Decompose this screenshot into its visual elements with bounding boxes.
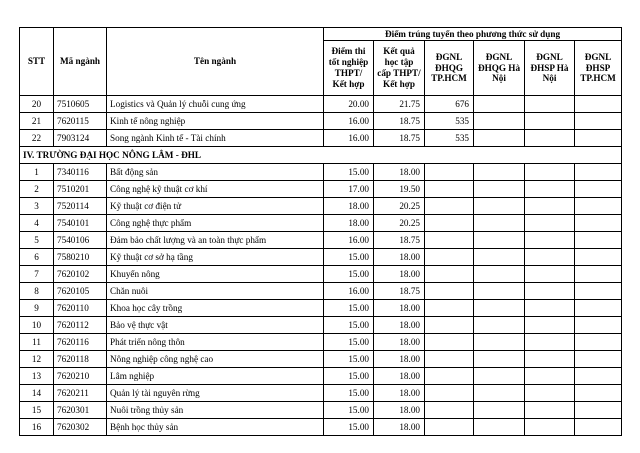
stt-cell: 4 xyxy=(20,215,54,232)
dgnl-dhqg-hcm-cell xyxy=(425,300,474,317)
dgnl-dhqg-hcm-cell xyxy=(425,385,474,402)
ten-nganh-cell: Logistics và Quản lý chuỗi cung ứng xyxy=(107,96,324,113)
dgnl-dhqg-hcm-cell xyxy=(425,317,474,334)
stt-cell: 2 xyxy=(20,181,54,198)
hoc-ba-score-cell: 18.00 xyxy=(374,351,425,368)
thpt-score-cell: 15.00 xyxy=(324,317,374,334)
hoc-ba-score-cell: 19.50 xyxy=(374,181,425,198)
thpt-score-cell: 15.00 xyxy=(324,419,374,436)
stt-cell: 21 xyxy=(20,113,54,130)
thpt-score-cell: 15.00 xyxy=(324,368,374,385)
dgnl-dhqg-hcm-cell xyxy=(425,215,474,232)
thpt-score-cell: 15.00 xyxy=(324,164,374,181)
table-body xyxy=(20,96,622,436)
dgnl-dhqg-hcm-cell: 676 xyxy=(425,96,474,113)
dgnl-dhsp-hcm-cell xyxy=(575,334,622,351)
header-score-group: Điểm trúng tuyển theo phương thức sử dụng xyxy=(324,28,622,41)
hoc-ba-score-cell: 18.00 xyxy=(374,266,425,283)
ma-nganh-cell: 7903124 xyxy=(54,130,107,147)
ten-nganh-cell: Kinh tế nông nghiệp xyxy=(107,113,324,130)
dgnl-dhsp-hcm-cell xyxy=(575,300,622,317)
section-title: IV. TRƯỜNG ĐẠI HỌC NÔNG LÂM - ĐHL xyxy=(20,147,622,164)
ten-nganh-cell: Công nghệ kỹ thuật cơ khí xyxy=(107,181,324,198)
ma-nganh-cell: 7340116 xyxy=(54,164,107,181)
table-row xyxy=(20,96,622,113)
ma-nganh-cell: 7620115 xyxy=(54,113,107,130)
table-row xyxy=(20,266,622,283)
table-row xyxy=(20,402,622,419)
stt-cell: 14 xyxy=(20,385,54,402)
table-row xyxy=(20,130,622,147)
dgnl-dhsp-hn-cell xyxy=(525,266,575,283)
thpt-score-cell: 15.00 xyxy=(324,351,374,368)
ma-nganh-cell: 7620116 xyxy=(54,334,107,351)
dgnl-dhsp-hn-cell xyxy=(525,249,575,266)
hoc-ba-score-cell: 21.75 xyxy=(374,96,425,113)
dgnl-dhsp-hcm-cell xyxy=(575,266,622,283)
dgnl-dhqg-hn-cell xyxy=(474,164,525,181)
thpt-score-cell: 16.00 xyxy=(324,232,374,249)
ten-nganh-cell: Lâm nghiệp xyxy=(107,368,324,385)
header-method-dgnl-dhsp-hcm: ĐGNL ĐHSP TP.HCM xyxy=(575,41,622,96)
dgnl-dhsp-hn-cell xyxy=(525,130,575,147)
hoc-ba-score-cell: 18.75 xyxy=(374,113,425,130)
ten-nganh-cell: Bảo vệ thực vật xyxy=(107,317,324,334)
ten-nganh-cell: Bất động sản xyxy=(107,164,324,181)
dgnl-dhqg-hcm-cell: 535 xyxy=(425,130,474,147)
table-row xyxy=(20,113,622,130)
header-row-top xyxy=(20,28,622,41)
hoc-ba-score-cell: 18.75 xyxy=(374,130,425,147)
hoc-ba-score-cell: 18.75 xyxy=(374,232,425,249)
header-stt: STT xyxy=(20,28,54,96)
dgnl-dhsp-hn-cell xyxy=(525,283,575,300)
dgnl-dhqg-hn-cell xyxy=(474,334,525,351)
ma-nganh-cell: 7620211 xyxy=(54,385,107,402)
dgnl-dhqg-hcm-cell xyxy=(425,283,474,300)
dgnl-dhsp-hn-cell xyxy=(525,181,575,198)
thpt-score-cell: 16.00 xyxy=(324,130,374,147)
table-row xyxy=(20,181,622,198)
stt-cell: 10 xyxy=(20,317,54,334)
stt-cell: 15 xyxy=(20,402,54,419)
ma-nganh-cell: 7620105 xyxy=(54,283,107,300)
ten-nganh-cell: Nông nghiệp công nghệ cao xyxy=(107,351,324,368)
stt-cell: 16 xyxy=(20,419,54,436)
dgnl-dhqg-hn-cell xyxy=(474,130,525,147)
stt-cell: 12 xyxy=(20,351,54,368)
table-row xyxy=(20,334,622,351)
stt-cell: 20 xyxy=(20,96,54,113)
dgnl-dhqg-hn-cell xyxy=(474,96,525,113)
dgnl-dhqg-hn-cell xyxy=(474,300,525,317)
table-row xyxy=(20,419,622,436)
dgnl-dhsp-hcm-cell xyxy=(575,198,622,215)
dgnl-dhsp-hcm-cell xyxy=(575,283,622,300)
dgnl-dhsp-hcm-cell xyxy=(575,385,622,402)
dgnl-dhsp-hn-cell xyxy=(525,419,575,436)
section-row xyxy=(20,147,622,164)
dgnl-dhqg-hn-cell xyxy=(474,249,525,266)
thpt-score-cell: 17.00 xyxy=(324,181,374,198)
ten-nganh-cell: Bệnh học thủy sản xyxy=(107,419,324,436)
table-row xyxy=(20,317,622,334)
dgnl-dhsp-hcm-cell xyxy=(575,402,622,419)
thpt-score-cell: 15.00 xyxy=(324,385,374,402)
table-row xyxy=(20,232,622,249)
table-row xyxy=(20,198,622,215)
dgnl-dhqg-hcm-cell xyxy=(425,419,474,436)
dgnl-dhqg-hn-cell xyxy=(474,419,525,436)
thpt-score-cell: 16.00 xyxy=(324,283,374,300)
hoc-ba-score-cell: 18.00 xyxy=(374,368,425,385)
ten-nganh-cell: Phát triển nông thôn xyxy=(107,334,324,351)
dgnl-dhsp-hcm-cell xyxy=(575,113,622,130)
hoc-ba-score-cell: 18.00 xyxy=(374,249,425,266)
table-row xyxy=(20,368,622,385)
ten-nganh-cell: Quản lý tài nguyên rừng xyxy=(107,385,324,402)
table-row xyxy=(20,249,622,266)
dgnl-dhsp-hn-cell xyxy=(525,385,575,402)
dgnl-dhqg-hn-cell xyxy=(474,232,525,249)
dgnl-dhqg-hcm-cell xyxy=(425,249,474,266)
dgnl-dhqg-hcm-cell: 535 xyxy=(425,113,474,130)
header-ten-nganh: Tên ngành xyxy=(107,28,324,96)
hoc-ba-score-cell: 20.25 xyxy=(374,198,425,215)
dgnl-dhqg-hn-cell xyxy=(474,402,525,419)
hoc-ba-score-cell: 20.25 xyxy=(374,215,425,232)
ma-nganh-cell: 7620302 xyxy=(54,419,107,436)
dgnl-dhsp-hn-cell xyxy=(525,113,575,130)
thpt-score-cell: 20.00 xyxy=(324,96,374,113)
stt-cell: 9 xyxy=(20,300,54,317)
dgnl-dhsp-hcm-cell xyxy=(575,181,622,198)
ten-nganh-cell: Khoa học cây trồng xyxy=(107,300,324,317)
dgnl-dhsp-hcm-cell xyxy=(575,351,622,368)
dgnl-dhsp-hn-cell xyxy=(525,198,575,215)
stt-cell: 3 xyxy=(20,198,54,215)
dgnl-dhqg-hcm-cell xyxy=(425,402,474,419)
ten-nganh-cell: Đảm bảo chất lượng và an toàn thực phẩm xyxy=(107,232,324,249)
thpt-score-cell: 15.00 xyxy=(324,334,374,351)
dgnl-dhqg-hn-cell xyxy=(474,266,525,283)
dgnl-dhqg-hcm-cell xyxy=(425,334,474,351)
thpt-score-cell: 16.00 xyxy=(324,113,374,130)
ma-nganh-cell: 7620102 xyxy=(54,266,107,283)
ma-nganh-cell: 7540106 xyxy=(54,232,107,249)
dgnl-dhqg-hn-cell xyxy=(474,181,525,198)
dgnl-dhqg-hn-cell xyxy=(474,385,525,402)
ten-nganh-cell: Kỹ thuật cơ sở hạ tầng xyxy=(107,249,324,266)
dgnl-dhqg-hcm-cell xyxy=(425,266,474,283)
dgnl-dhsp-hcm-cell xyxy=(575,317,622,334)
table-row xyxy=(20,164,622,181)
table-row xyxy=(20,300,622,317)
header-method-dgnl-dhqg-hn: ĐGNL ĐHQG Hà Nội xyxy=(474,41,525,96)
table-row xyxy=(20,351,622,368)
hoc-ba-score-cell: 18.00 xyxy=(374,317,425,334)
table-row xyxy=(20,215,622,232)
dgnl-dhsp-hn-cell xyxy=(525,300,575,317)
hoc-ba-score-cell: 18.00 xyxy=(374,300,425,317)
thpt-score-cell: 18.00 xyxy=(324,215,374,232)
dgnl-dhsp-hn-cell xyxy=(525,96,575,113)
dgnl-dhsp-hn-cell xyxy=(525,334,575,351)
dgnl-dhsp-hcm-cell xyxy=(575,215,622,232)
ma-nganh-cell: 7620110 xyxy=(54,300,107,317)
dgnl-dhqg-hcm-cell xyxy=(425,232,474,249)
ma-nganh-cell: 7510605 xyxy=(54,96,107,113)
ma-nganh-cell: 7620301 xyxy=(54,402,107,419)
dgnl-dhsp-hn-cell xyxy=(525,164,575,181)
ma-nganh-cell: 7620118 xyxy=(54,351,107,368)
ma-nganh-cell: 7520114 xyxy=(54,198,107,215)
dgnl-dhqg-hcm-cell xyxy=(425,351,474,368)
ten-nganh-cell: Song ngành Kinh tế - Tài chính xyxy=(107,130,324,147)
ten-nganh-cell: Khuyến nông xyxy=(107,266,324,283)
dgnl-dhsp-hn-cell xyxy=(525,402,575,419)
hoc-ba-score-cell: 18.00 xyxy=(374,334,425,351)
hoc-ba-score-cell: 18.00 xyxy=(374,164,425,181)
header-method-dgnl-dhqg-hcm: ĐGNL ĐHQG TP.HCM xyxy=(425,41,474,96)
dgnl-dhqg-hn-cell xyxy=(474,198,525,215)
dgnl-dhqg-hn-cell xyxy=(474,317,525,334)
dgnl-dhqg-hcm-cell xyxy=(425,181,474,198)
hoc-ba-score-cell: 18.00 xyxy=(374,385,425,402)
dgnl-dhqg-hn-cell xyxy=(474,351,525,368)
dgnl-dhqg-hn-cell xyxy=(474,215,525,232)
thpt-score-cell: 18.00 xyxy=(324,198,374,215)
dgnl-dhqg-hn-cell xyxy=(474,368,525,385)
ma-nganh-cell: 7510201 xyxy=(54,181,107,198)
stt-cell: 6 xyxy=(20,249,54,266)
stt-cell: 22 xyxy=(20,130,54,147)
ma-nganh-cell: 7620112 xyxy=(54,317,107,334)
table-row xyxy=(20,385,622,402)
hoc-ba-score-cell: 18.00 xyxy=(374,402,425,419)
dgnl-dhsp-hn-cell xyxy=(525,368,575,385)
ma-nganh-cell: 7580210 xyxy=(54,249,107,266)
header-method-thpt: Điểm thi tốt nghiệp THPT/ Kết hợp xyxy=(324,41,374,96)
stt-cell: 13 xyxy=(20,368,54,385)
stt-cell: 1 xyxy=(20,164,54,181)
dgnl-dhsp-hn-cell xyxy=(525,215,575,232)
dgnl-dhsp-hcm-cell xyxy=(575,96,622,113)
admission-score-document xyxy=(19,27,622,436)
ten-nganh-cell: Chăn nuôi xyxy=(107,283,324,300)
dgnl-dhsp-hcm-cell xyxy=(575,368,622,385)
admission-score-table xyxy=(19,27,622,436)
dgnl-dhqg-hn-cell xyxy=(474,113,525,130)
dgnl-dhqg-hn-cell xyxy=(474,283,525,300)
ma-nganh-cell: 7540101 xyxy=(54,215,107,232)
stt-cell: 7 xyxy=(20,266,54,283)
stt-cell: 5 xyxy=(20,232,54,249)
dgnl-dhsp-hcm-cell xyxy=(575,249,622,266)
thpt-score-cell: 15.00 xyxy=(324,266,374,283)
dgnl-dhsp-hn-cell xyxy=(525,232,575,249)
dgnl-dhqg-hcm-cell xyxy=(425,164,474,181)
ma-nganh-cell: 7620210 xyxy=(54,368,107,385)
hoc-ba-score-cell: 18.75 xyxy=(374,283,425,300)
header-method-hoc-ba: Kết quả học tập cấp THPT/ Kết hợp xyxy=(374,41,425,96)
dgnl-dhsp-hn-cell xyxy=(525,317,575,334)
hoc-ba-score-cell: 18.00 xyxy=(374,419,425,436)
dgnl-dhsp-hn-cell xyxy=(525,351,575,368)
stt-cell: 11 xyxy=(20,334,54,351)
dgnl-dhsp-hcm-cell xyxy=(575,164,622,181)
dgnl-dhqg-hcm-cell xyxy=(425,368,474,385)
thpt-score-cell: 15.00 xyxy=(324,300,374,317)
dgnl-dhsp-hcm-cell xyxy=(575,130,622,147)
dgnl-dhsp-hcm-cell xyxy=(575,232,622,249)
dgnl-dhqg-hcm-cell xyxy=(425,198,474,215)
dgnl-dhsp-hcm-cell xyxy=(575,419,622,436)
ten-nganh-cell: Công nghệ thực phẩm xyxy=(107,215,324,232)
ten-nganh-cell: Kỹ thuật cơ điện tử xyxy=(107,198,324,215)
header-ma-nganh: Mã ngành xyxy=(54,28,107,96)
thpt-score-cell: 15.00 xyxy=(324,249,374,266)
thpt-score-cell: 15.00 xyxy=(324,402,374,419)
ten-nganh-cell: Nuôi trồng thủy sản xyxy=(107,402,324,419)
table-row xyxy=(20,283,622,300)
stt-cell: 8 xyxy=(20,283,54,300)
header-method-dgnl-dhsp-hn: ĐGNL ĐHSP Hà Nội xyxy=(525,41,575,96)
